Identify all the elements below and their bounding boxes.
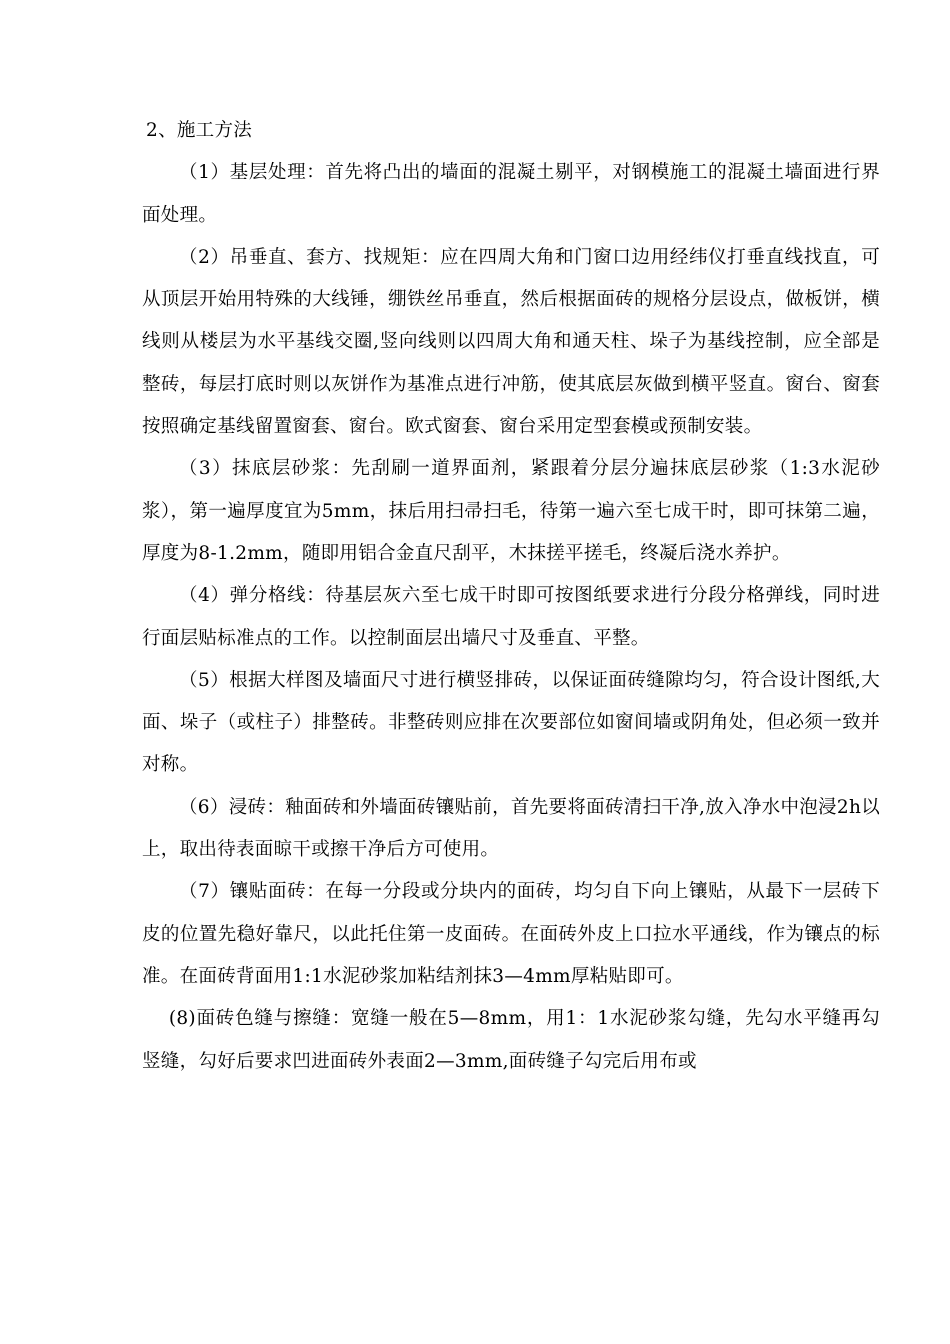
paragraph-base-treatment: （1）基层处理：首先将凸出的墙面的混凝土剔平，对钢模施工的混凝土墙面进行界面处理。 xyxy=(142,162,880,226)
document-body xyxy=(142,110,880,1083)
paragraph-tile-soaking: （6）浸砖：釉面砖和外墙面砖镶贴前，首先要将面砖清扫干净,放入净水中泡浸2h以上，取出待表面晾干或擦干净后方可使用。 xyxy=(142,796,880,861)
paragraph-plumb-alignment: （2）吊垂直、套方、找规矩：应在四周大角和门窗口边用经纬仪打垂直线找直，可从顶层开始用特殊的大线锤，绷铁丝吊垂直，然后根据面砖的规格分层设点，做板饼，横线则从楼层为水平基线交圈,竖向线则以四周大角和通天柱、垛子为基线控制，应全部是整砖，每层打底时则以灰饼作为基准点进行冲筋，使其底层灰做到横平竖直。窗台、窗套按照确定基线留置窗套、窗台。欧式窗套、窗台采用定型套模或预制安装。 xyxy=(142,246,880,438)
paragraph-tile-layout: （5）根据大样图及墙面尺寸进行横竖排砖，以保证面砖缝隙均匀，符合设计图纸,大面、垛子（或柱子）排整砖。非整砖则应排在次要部位如窗间墙或阴角处，但必须一致并对称。 xyxy=(142,669,880,776)
section-heading: 2、施工方法 xyxy=(146,120,253,141)
paragraph-grid-lines: （4）弹分格线：待基层灰六至七成干时即可按图纸要求进行分段分格弹线，同时进行面层贴标准点的工作。以控制面层出墙尺寸及垂直、平整。 xyxy=(142,585,880,649)
paragraph-base-mortar: （3）抹底层砂浆：先刮刷一道界面剂，紧跟着分层分遍抹底层砂浆（1:3水泥砂浆），第一遍厚度宜为5mm，抹后用扫帚扫毛，待第一遍六至七成干时，即可抹第二遍，厚度为8-1.2mm，随即用铝合金直尺刮平，木抹搓平搓毛，终凝后浇水养护。 xyxy=(142,458,880,564)
paragraph-joint-pointing: (8)面砖色缝与擦缝：宽缝一般在5—8mm，用1：1水泥砂浆勾缝，先勾水平缝再勾竖缝，勾好后要求凹进面砖外表面2—3mm,面砖缝子勾完后用布或 xyxy=(142,1008,880,1072)
paragraph-tile-laying: （7）镶贴面砖：在每一分段或分块内的面砖，均匀自下向上镶贴，从最下一层砖下皮的位置先稳好靠尺，以此托住第一皮面砖。在面砖外皮上口拉水平通线，作为镶点的标准。在面砖背面用1:1水泥砂浆加粘结剂抹3—4mm厚粘贴即可。 xyxy=(142,881,880,987)
